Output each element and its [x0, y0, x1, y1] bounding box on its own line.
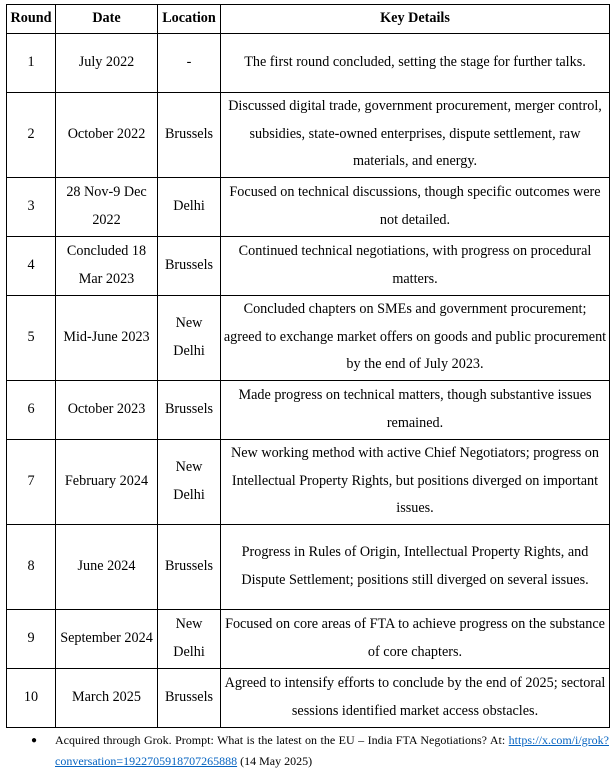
cell-details: The first round concluded, setting the stage for further talks. — [221, 33, 610, 92]
cell-location: - — [158, 33, 221, 92]
table-row — [7, 33, 610, 92]
cell-details: Discussed digital trade, government procurement, merger control, subsidies, state-owned enterprises, dispute settlement, raw materials, and energy. — [221, 92, 610, 177]
cell-location: New Delhi — [158, 295, 221, 380]
header-round: Round — [7, 5, 56, 34]
cell-details: Progress in Rules of Origin, Intellectual Property Rights, and Dispute Settlement; positions still diverged on several issues. — [221, 524, 610, 609]
table-row — [7, 609, 610, 668]
cell-location: Brussels — [158, 236, 221, 295]
cell-location: New Delhi — [158, 609, 221, 668]
cell-date: Mid-June 2023 — [56, 295, 158, 380]
cell-details: Continued technical negotiations, with progress on procedural matters. — [221, 236, 610, 295]
cell-round: 3 — [7, 177, 56, 236]
header-date: Date — [56, 5, 158, 34]
cell-location: New Delhi — [158, 439, 221, 524]
cell-date: September 2024 — [56, 609, 158, 668]
cell-details: Focused on technical discussions, though specific outcomes were not detailed. — [221, 177, 610, 236]
cell-details: New working method with active Chief Negotiators; progress on Intellectual Property Rights, but positions diverged on important issues. — [221, 439, 610, 524]
footnote-text-block — [31, 730, 609, 772]
table-row — [7, 177, 610, 236]
table-row — [7, 92, 610, 177]
table-row — [7, 439, 610, 524]
table-row — [7, 524, 610, 609]
table-row — [7, 380, 610, 439]
cell-date: October 2022 — [56, 92, 158, 177]
cell-date: June 2024 — [56, 524, 158, 609]
cell-location: Brussels — [158, 92, 221, 177]
source-link[interactable]: https://x.com/i/grok?conversation=1922705918707265888 — [55, 733, 609, 768]
cell-date: February 2024 — [56, 439, 158, 524]
cell-details: Agreed to intensify efforts to conclude by the end of 2025; sectoral sessions identified market access obstacles. — [221, 668, 610, 727]
table-row — [7, 668, 610, 727]
cell-location: Brussels — [158, 668, 221, 727]
cell-round: 5 — [7, 295, 56, 380]
footnote-text: Acquired through Grok. Prompt: What is the latest on the EU – India FTA Negotiations? At: — [55, 733, 506, 747]
cell-details: Concluded chapters on SMEs and government procurement; agreed to exchange market offers on goods and public procurement by the end of July 2023. — [221, 295, 610, 380]
cell-details: Made progress on technical matters, though substantive issues remained. — [221, 380, 610, 439]
cell-details: Focused on core areas of FTA to achieve progress on the substance of core chapters. — [221, 609, 610, 668]
cell-round: 6 — [7, 380, 56, 439]
table-header-row — [7, 5, 610, 34]
header-key-details: Key Details — [221, 5, 610, 34]
footnote-date: (14 May 2025) — [240, 754, 313, 768]
cell-round: 4 — [7, 236, 56, 295]
cell-round: 2 — [7, 92, 56, 177]
cell-round: 1 — [7, 33, 56, 92]
cell-location: Brussels — [158, 524, 221, 609]
cell-date: July 2022 — [56, 33, 158, 92]
cell-date: March 2025 — [56, 668, 158, 727]
cell-date: 28 Nov-9 Dec 2022 — [56, 177, 158, 236]
cell-round: 8 — [7, 524, 56, 609]
cell-date: Concluded 18 Mar 2023 — [56, 236, 158, 295]
cell-round: 10 — [7, 668, 56, 727]
table-row — [7, 295, 610, 380]
cell-round: 9 — [7, 609, 56, 668]
cell-date: October 2023 — [56, 380, 158, 439]
cell-location: Delhi — [158, 177, 221, 236]
table-row — [7, 236, 610, 295]
bullet-icon: ● — [31, 735, 38, 746]
negotiation-rounds-table — [6, 4, 610, 728]
header-location: Location — [158, 5, 221, 34]
source-footnote — [31, 730, 609, 772]
cell-location: Brussels — [158, 380, 221, 439]
cell-round: 7 — [7, 439, 56, 524]
